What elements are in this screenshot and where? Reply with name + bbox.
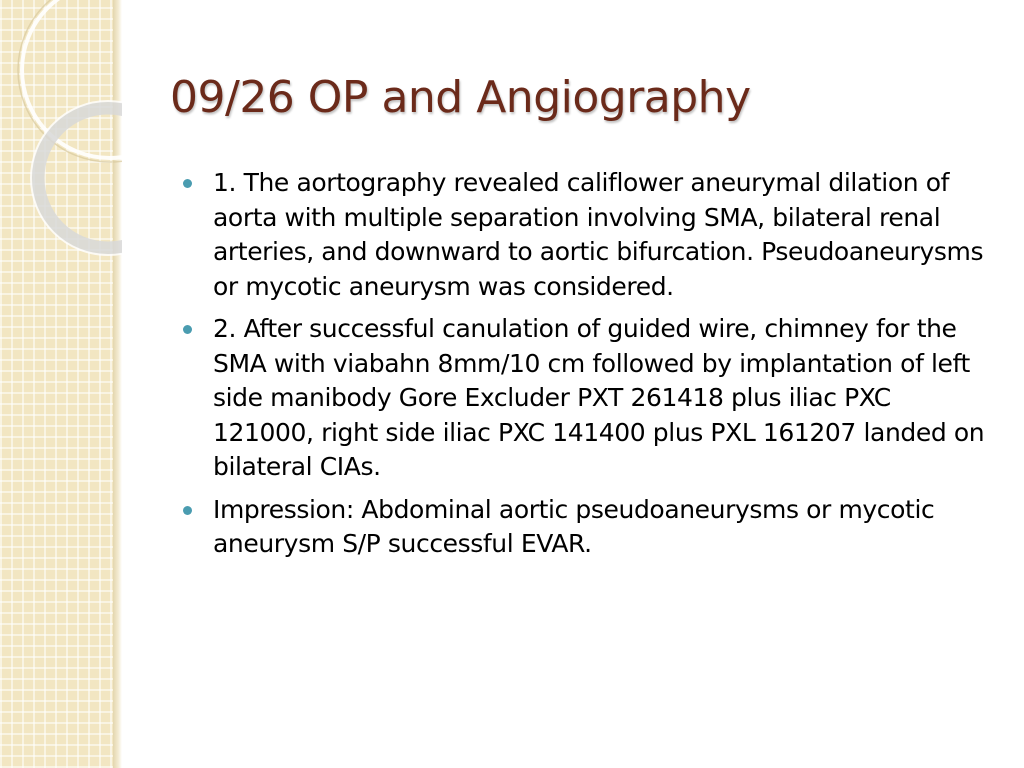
- bullet-list: [180, 166, 1000, 570]
- slide-title: 09/26 OP and Angiography: [170, 72, 751, 123]
- decorative-rings-graphic: [0, 0, 122, 260]
- list-item: [180, 166, 995, 304]
- bullet-icon: [183, 506, 192, 515]
- bullet-icon: [183, 325, 192, 334]
- list-item: [180, 493, 995, 562]
- bullet-icon: [183, 179, 192, 188]
- bullet-text: 1. The aortography revealed califlower aneurymal dilation of aorta with multiple separation involving SMA, bilateral renal arteries, and downward to aortic bifurcation. Pseudoaneurysms or mycotic aneurysm was considered.: [213, 168, 991, 301]
- list-item: [180, 312, 1000, 485]
- bullet-text: 2. After successful canulation of guided wire, chimney for the SMA with viabahn 8mm/10 cm followed by implantation of left side manibody Gore Excluder PXT 261418 plus iliac PXC 121000, right side iliac PXC 141400 plus PXL 161207 landed on bilateral CIAs.: [213, 314, 1000, 481]
- bullet-text: Impression: Abdominal aortic pseudoaneurysms or mycotic aneurysm S/P successful EVAR.: [213, 494, 942, 558]
